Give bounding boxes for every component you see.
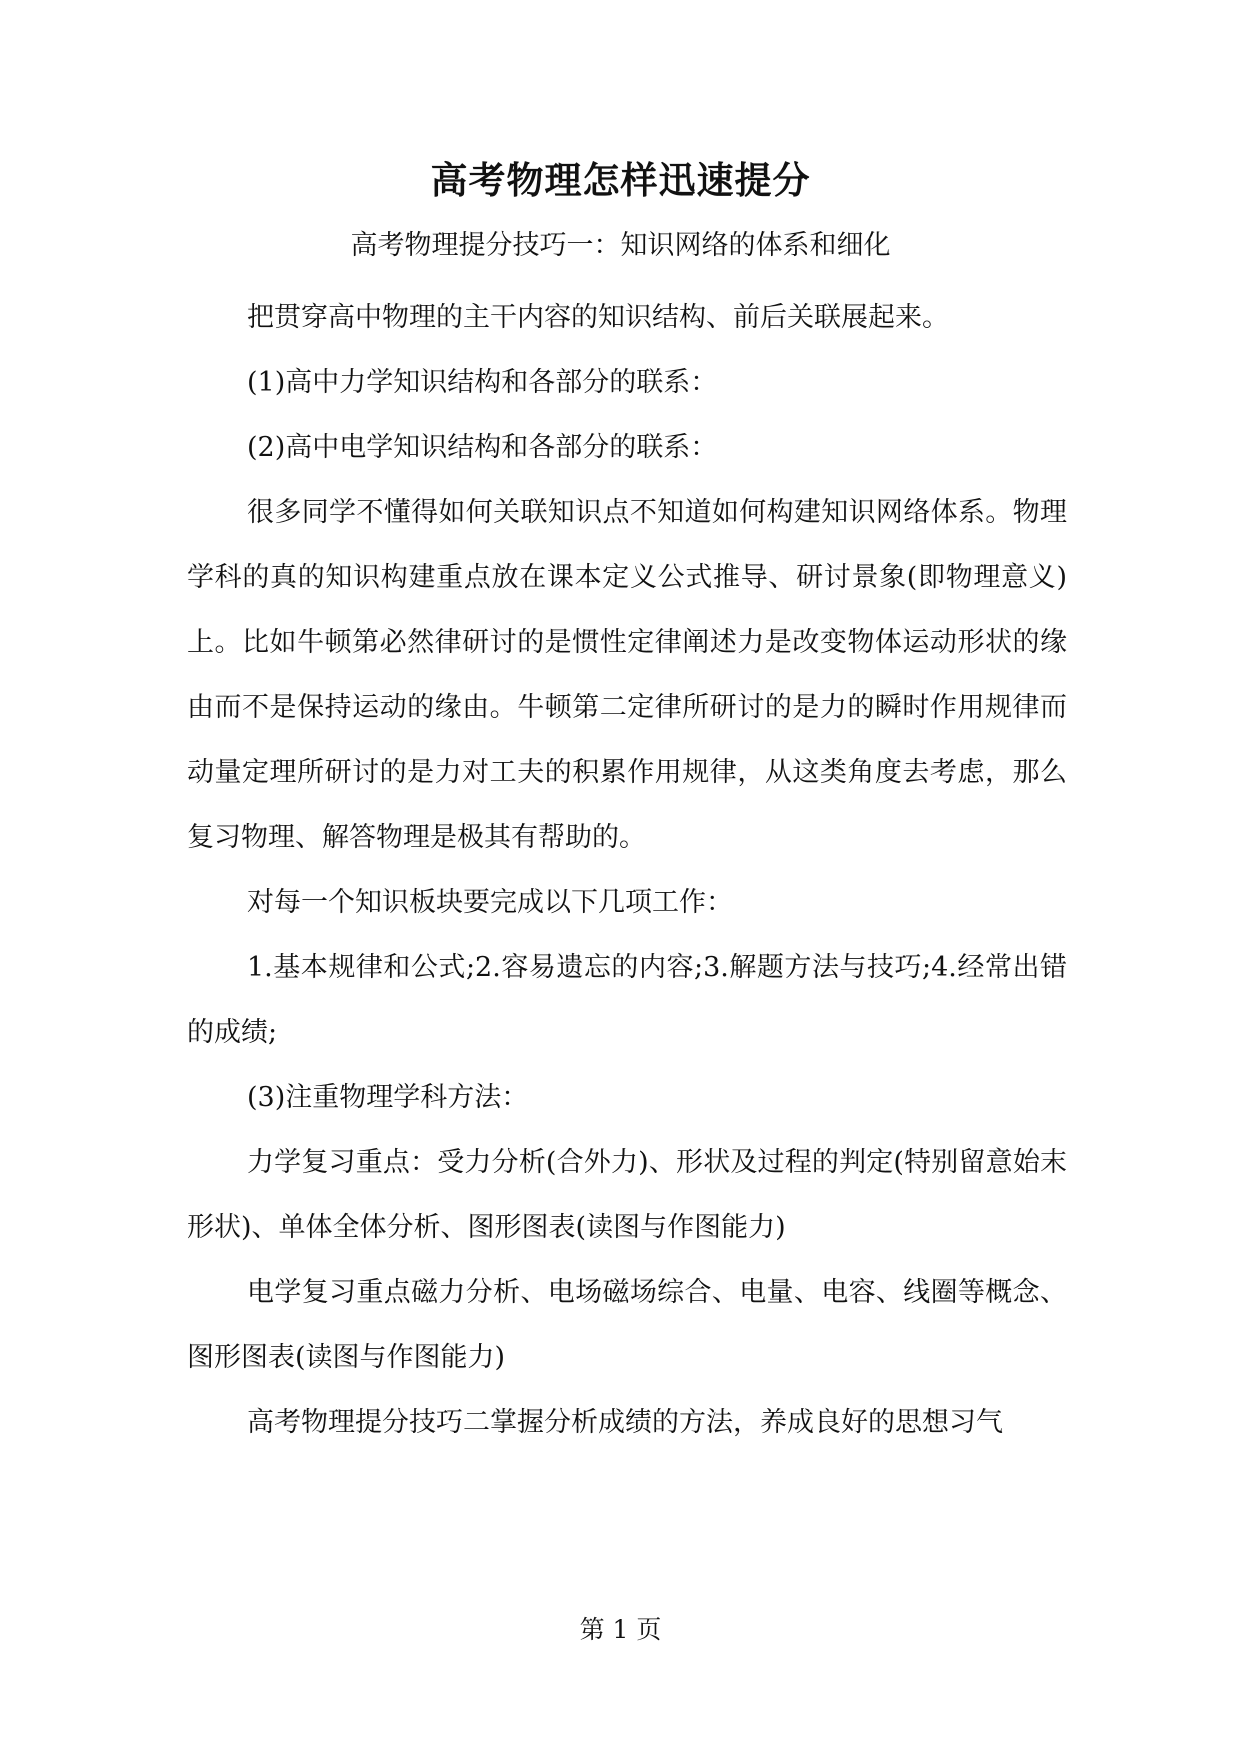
document-subtitle: 高考物理提分技巧一：知识网络的体系和细化	[350, 230, 891, 261]
paragraph: (3)注重物理学科方法：	[247, 1082, 529, 1113]
paragraph: (1)高中力学知识结构和各部分的联系：	[247, 367, 718, 398]
paragraph: 高考物理提分技巧二掌握分析成绩的方法，养成良好的思想习气	[247, 1407, 1003, 1438]
paragraph: 对每一个知识板块要完成以下几项工作：	[247, 887, 733, 918]
document-body	[187, 285, 1067, 1455]
paragraph: (2)高中电学知识结构和各部分的联系：	[247, 432, 718, 463]
page-number: 第 1 页	[579, 1615, 662, 1644]
paragraph: 1.基本规律和公式;2.容易遗忘的内容;3.解题方法与技巧;4.经常出错的成绩;	[187, 952, 1067, 1048]
document-title: 高考物理怎样迅速提分	[430, 158, 811, 202]
paragraph: 把贯穿高中物理的主干内容的知识结构、前后关联展起来。	[247, 302, 949, 333]
paragraph: 力学复习重点：受力分析(合外力)、形状及过程的判定(特别留意始末形状)、单体全体分析、图形图表(读图与作图能力)	[187, 1147, 1067, 1243]
paragraph: 电学复习重点磁力分析、电场磁场综合、电量、电容、线圈等概念、图形图表(读图与作图能力)	[187, 1277, 1067, 1373]
paragraph: 很多同学不懂得如何关联知识点不知道如何构建知识网络体系。物理学科的真的知识构建重点放在课本定义公式推导、研讨景象(即物理意义)上。比如牛顿第必然律研讨的是惯性定律阐述力是改变物体运动形状的缘由而不是保持运动的缘由。牛顿第二定律所研讨的是力的瞬时作用规律而动量定理所研讨的是力对工夫的积累作用规律，从这类角度去考虑，那么复习物理、解答物理是极其有帮助的。	[187, 497, 1067, 853]
